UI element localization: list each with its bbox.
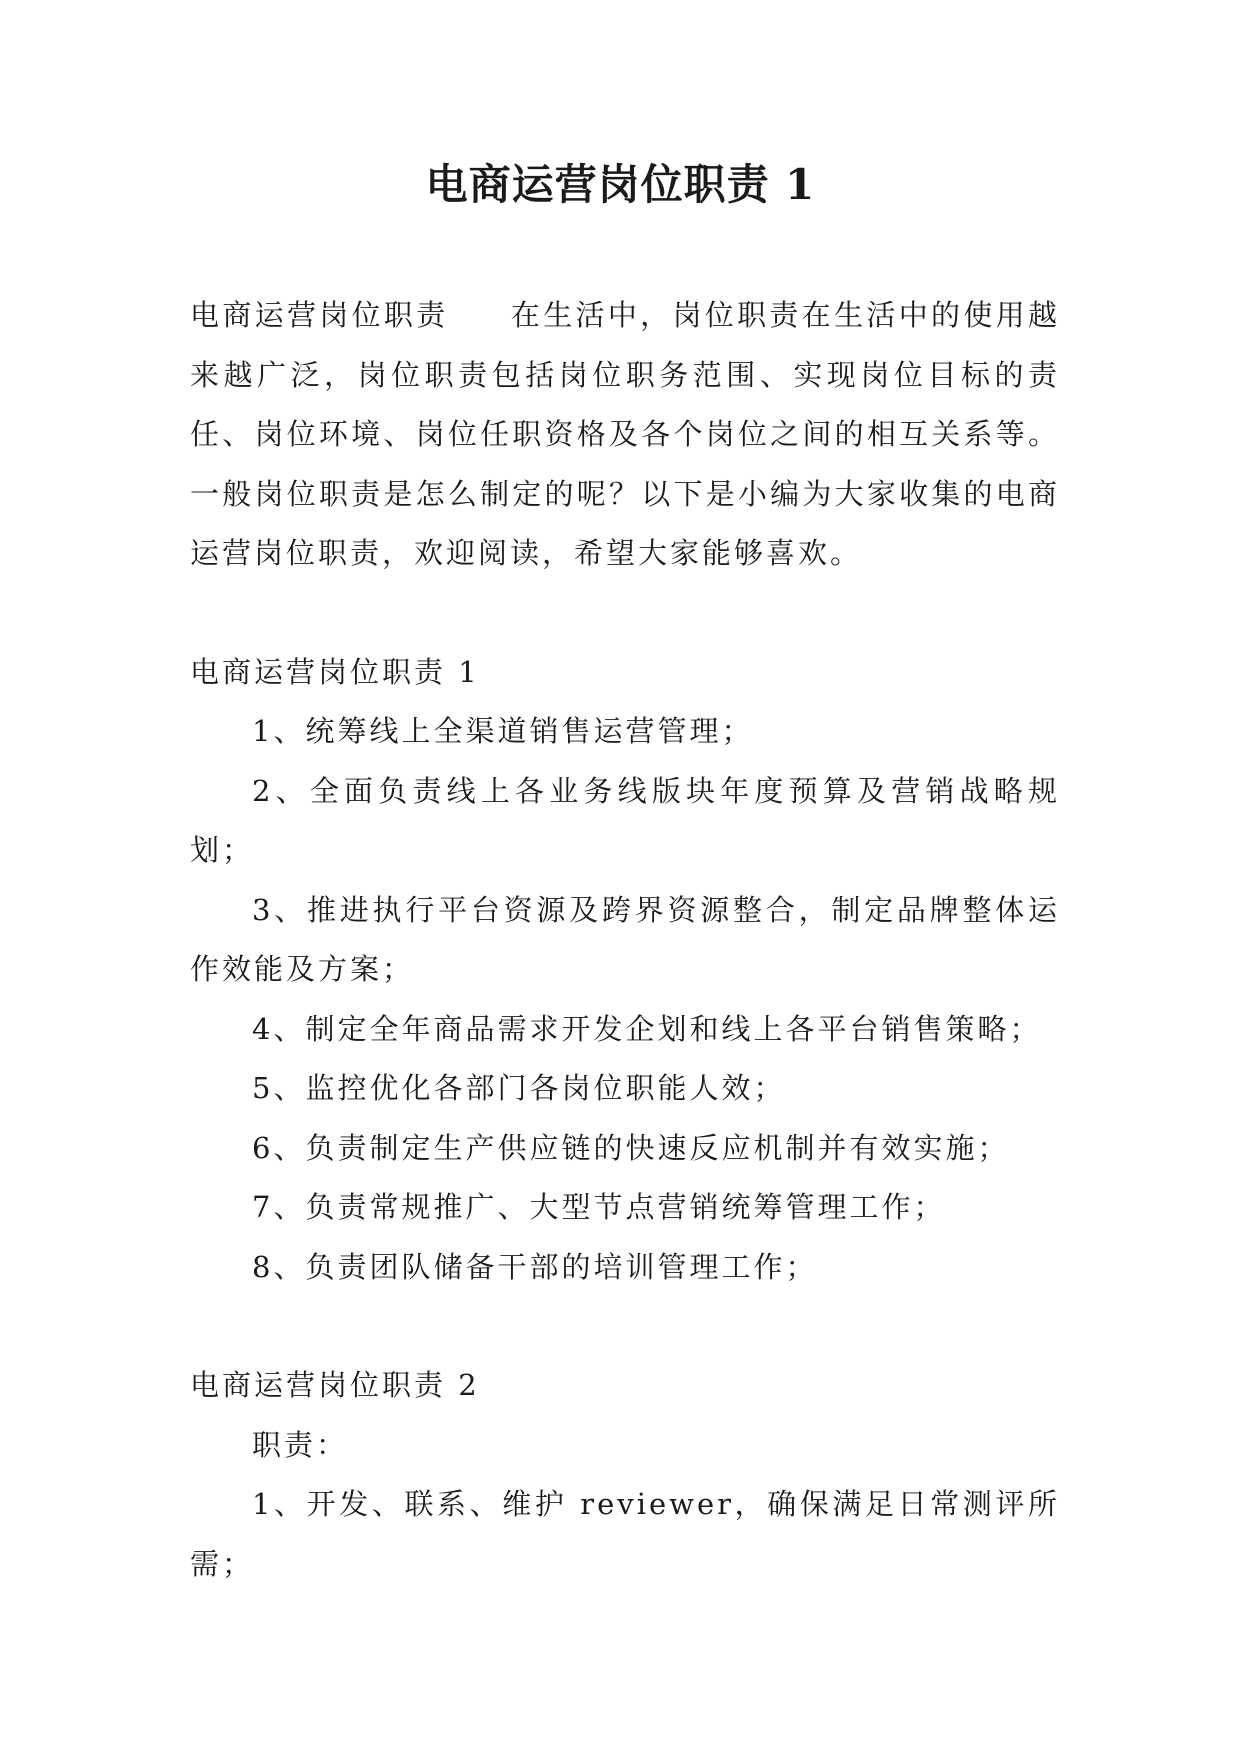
section-heading-1: 电商运营岗位职责 1 [190,654,480,689]
page-title: 电商运营岗位职责 1 [425,160,816,209]
list-item: 6、负责制定生产供应链的快速反应机制并有效实施； [252,1130,1010,1165]
section-heading-2: 电商运营岗位职责 2 [190,1368,480,1402]
list-item: 2、全面负责线上各业务线版块年度预算及营销战略规划； [190,773,1060,867]
list-item: 3、推进执行平台资源及跨界资源整合，制定品牌整体运作效能及方案； [190,892,1060,986]
list-item: 4、制定全年商品需求开发企划和线上各平台销售策略； [252,1011,1042,1046]
intro-text: 在生活中，岗位职责在生活中的使用越来越广泛，岗位职责包括岗位职务范围、实现岗位目标的责任、岗位环境、岗位任职资格及各个岗位之间的相互关系等。一般岗位职责是怎么制定的呢？以下是小编为大家收集的电商运营岗位职责，欢迎阅读，希望大家能够喜欢。 [190,298,1060,570]
list-item: 5、监控优化各部门各岗位职能人效； [252,1071,786,1105]
intro-paragraph [190,286,1060,584]
list-item: 8、负责团队储备干部的培训管理工作； [252,1249,818,1284]
list-item: 1、统筹线上全渠道销售运营管理； [252,714,754,748]
list-item: 1、开发、联系、维护 reviewer，确保满足日常测评所需； [190,1487,1060,1581]
list-item: 7、负责常规推广、大型节点营销统筹管理工作； [252,1190,946,1224]
document-body [190,286,1060,1594]
sub-label: 职责： [252,1427,349,1462]
intro-lead: 电商运营岗位职责 [190,298,449,332]
